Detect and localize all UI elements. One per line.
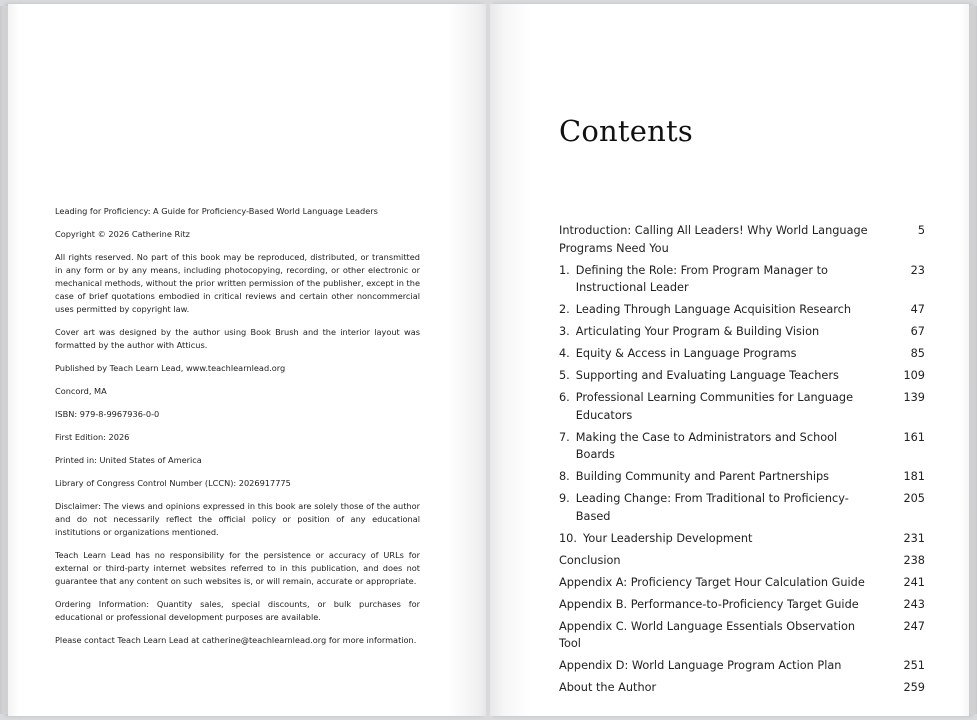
contents-title: Contents <box>559 114 693 148</box>
toc-page-number: 259 <box>903 681 925 694</box>
toc-entry[interactable] <box>559 222 925 257</box>
toc-page-number: 241 <box>903 575 925 589</box>
toc-entry-title: Making the Case to Administrators and School Boards <box>575 430 838 461</box>
toc-page-number: 231 <box>903 531 925 545</box>
toc-page-number: 205 <box>903 492 925 505</box>
toc-chapter-number: 2. <box>559 303 570 316</box>
toc-entry[interactable] <box>559 530 925 548</box>
toc-page-number: 67 <box>910 325 925 338</box>
toc-entry[interactable] <box>559 345 925 363</box>
book-full-title: Leading for Proficiency: A Guide for Proficiency-Based World Language Leaders <box>55 206 378 216</box>
toc-page-number: 181 <box>903 470 925 483</box>
toc-entry[interactable] <box>559 596 925 614</box>
cover-credit: Cover art was designed by the author using Book Brush and the interior layout was formatted by the author with Atticus. <box>55 327 420 350</box>
toc-entry-title: Equity & Access in Language Programs <box>575 347 797 360</box>
edition-line: First Edition: 2026 <box>55 432 130 442</box>
toc-chapter-number: 6. <box>559 391 570 404</box>
toc-page-number: 251 <box>903 659 925 672</box>
table-of-contents <box>559 222 925 701</box>
toc-chapter-number: 4. <box>559 347 570 360</box>
toc-page-number: 139 <box>903 391 925 404</box>
toc-entry[interactable] <box>559 367 925 385</box>
toc-page-number: 85 <box>910 347 925 360</box>
copyright-page[interactable] <box>8 4 486 716</box>
toc-entry[interactable] <box>559 262 925 297</box>
toc-page-number: 23 <box>910 263 925 277</box>
right-page-edge <box>969 6 977 714</box>
toc-entry-title: Introduction: Calling All Leaders! Why World Language Programs Need You <box>559 224 868 255</box>
printed-in-line: Printed in: United States of America <box>55 455 202 465</box>
toc-page-number: 238 <box>903 553 925 567</box>
toc-chapter-number: 8. <box>559 470 570 483</box>
disclaimer: Disclaimer: The views and opinions expressed in this book are solely those of the author and do not necessarily reflect the official policy or position of any educational institutions or organizations mentioned. <box>55 501 420 537</box>
toc-entry-title: Conclusion <box>559 553 621 567</box>
toc-chapter-number: 5. <box>559 369 570 382</box>
toc-entry[interactable] <box>559 301 925 319</box>
toc-entry-title: Appendix C. World Language Essentials Observation Tool <box>559 619 856 650</box>
toc-entry-title: Defining the Role: From Program Manager to Instructional Leader <box>575 263 828 294</box>
url-disclaimer: Teach Learn Lead has no responsibility for the persistence or accuracy of URLs for external or third-party internet websites referred to in this publication, and does not guarantee that any content on such websites is, or will remain, accurate or appropriate. <box>55 550 420 586</box>
toc-entry[interactable] <box>559 657 925 675</box>
isbn-line: ISBN: 979-8-9967936-0-0 <box>55 409 160 419</box>
toc-entry-title: Appendix B. Performance-to-Proficiency Target Guide <box>559 597 859 611</box>
toc-chapter-number: 3. <box>559 325 570 338</box>
ordering-info: Ordering Information: Quantity sales, special discounts, or bulk purchases for educational or professional development purposes are available. <box>55 599 420 622</box>
toc-entry-title: Building Community and Parent Partnerships <box>575 470 830 483</box>
toc-entry-title: Appendix D: World Language Program Action Plan <box>559 659 842 672</box>
toc-entry[interactable] <box>559 679 925 697</box>
toc-page-number: 109 <box>903 369 925 382</box>
toc-entry[interactable] <box>559 468 925 486</box>
toc-entry-title: Your Leadership Development <box>582 531 753 545</box>
toc-entry-title: Professional Learning Communities for Language Educators <box>575 391 854 422</box>
toc-entry[interactable] <box>559 552 925 570</box>
toc-entry[interactable] <box>559 574 925 592</box>
toc-entry-title: About the Author <box>559 681 657 694</box>
toc-page-number: 243 <box>903 597 925 611</box>
toc-entry[interactable] <box>559 490 925 525</box>
toc-entry-title: Leading Through Language Acquisition Research <box>575 303 852 316</box>
toc-entry-title: Articulating Your Program & Building Vision <box>575 325 820 338</box>
copyright-block <box>55 205 420 657</box>
toc-chapter-number: 7. <box>559 430 570 444</box>
contact-line: Please contact Teach Learn Lead at catherine@teachlearnlead.org for more information. <box>55 635 417 645</box>
toc-page-number: 5 <box>917 224 925 237</box>
toc-page-number: 247 <box>903 619 925 633</box>
toc-page-number: 47 <box>910 303 925 316</box>
left-page-edge <box>0 6 8 714</box>
toc-entry[interactable] <box>559 323 925 341</box>
toc-entry-title: Appendix A: Proficiency Target Hour Calculation Guide <box>559 575 865 589</box>
toc-chapter-number: 10. <box>559 531 577 545</box>
toc-entry-title: Leading Change: From Traditional to Proficiency-Based <box>575 492 849 523</box>
contents-page[interactable] <box>490 4 969 716</box>
toc-page-number: 161 <box>903 430 925 444</box>
rights-statement: All rights reserved. No part of this book may be reproduced, distributed, or transmitted in any form or by any means, including photocopying, recording, or other electronic or mechanical methods, without the prior written permission of the publisher, except in the case of brief quotations embodied in critical reviews and certain other noncommercial uses permitted by copyright law. <box>55 252 420 314</box>
lccn-line: Library of Congress Control Number (LCCN): 2026917775 <box>55 478 291 488</box>
toc-entry[interactable] <box>559 389 925 424</box>
publisher-line: Published by Teach Learn Lead, www.teachlearnlead.org <box>55 363 286 373</box>
toc-entry-title: Supporting and Evaluating Language Teachers <box>575 369 839 382</box>
toc-entry[interactable] <box>559 618 925 653</box>
toc-chapter-number: 1. <box>559 263 570 277</box>
publisher-location: Concord, MA <box>55 386 107 396</box>
toc-entry[interactable] <box>559 429 925 464</box>
toc-chapter-number: 9. <box>559 492 570 505</box>
copyright-notice: Copyright © 2026 Catherine Ritz <box>55 229 190 239</box>
